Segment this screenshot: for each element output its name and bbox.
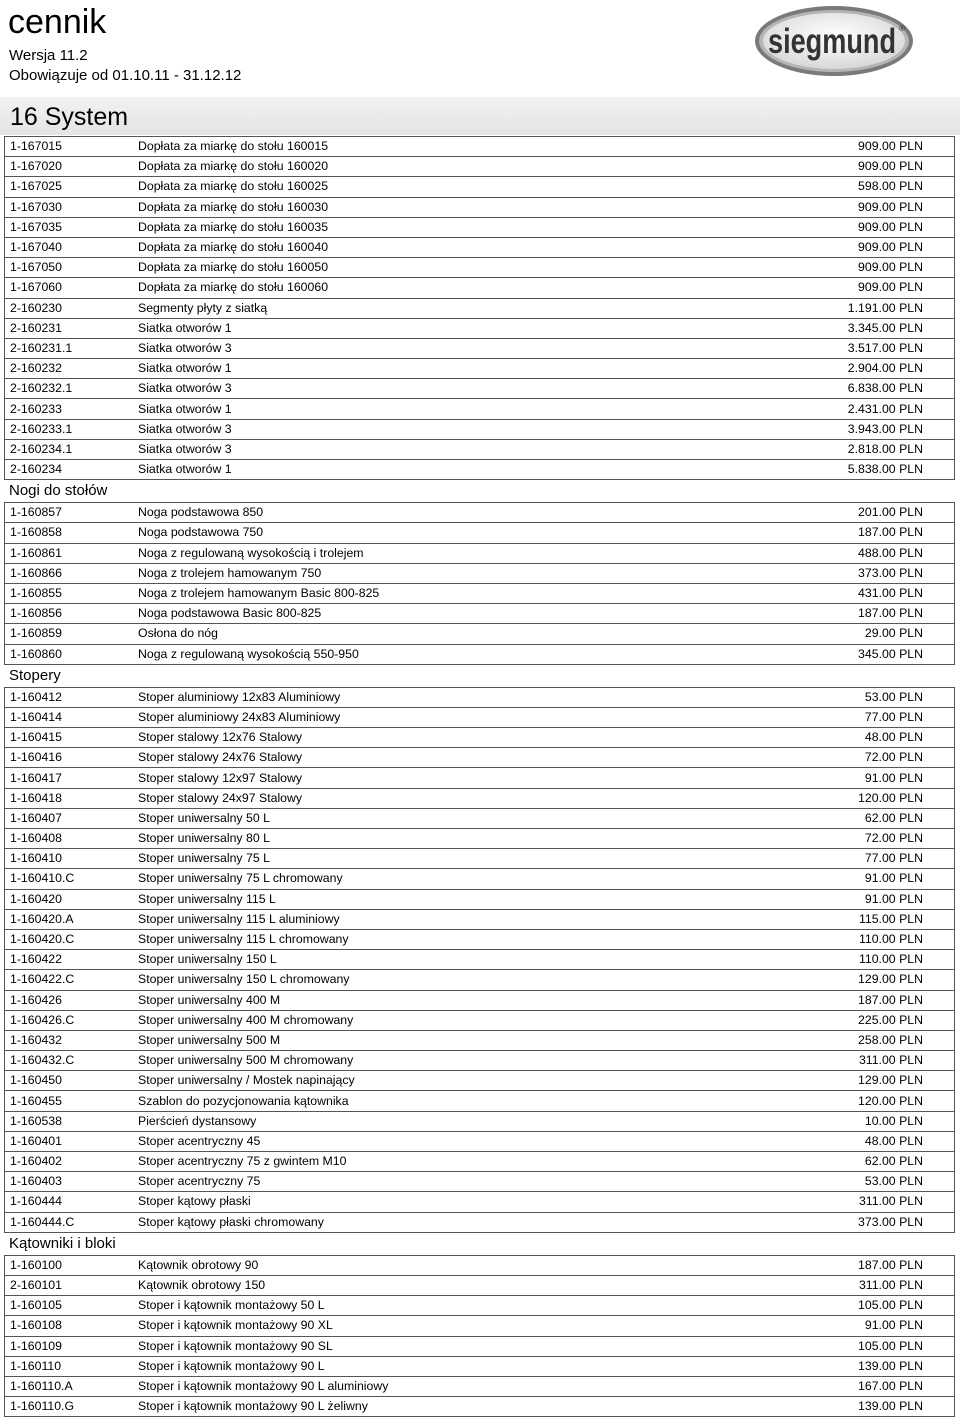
table-row: [5, 563, 955, 583]
item-code: 1-160856: [5, 604, 139, 624]
item-description: Stoper uniwersalny 75 L: [138, 849, 793, 869]
item-code: 1-160408: [5, 829, 139, 849]
item-description: Stoper i kątownik montażowy 90 XL: [138, 1316, 793, 1336]
table-row: [5, 687, 955, 707]
item-price: 311.00 PLN: [793, 1275, 955, 1295]
table-row: [5, 1212, 955, 1232]
item-price: 62.00 PLN: [793, 1152, 955, 1172]
system-title: 16 System: [10, 103, 129, 131]
item-price: 311.00 PLN: [793, 1192, 955, 1212]
item-code: 1-160402: [5, 1152, 139, 1172]
item-code: 1-160108: [5, 1316, 139, 1336]
item-description: Stoper i kątownik montażowy 90 L: [138, 1356, 793, 1376]
item-code: 1-160422: [5, 950, 139, 970]
item-description: Stoper aluminiowy 24x83 Aluminiowy: [138, 707, 793, 727]
item-code: 1-160444.C: [5, 1212, 139, 1232]
item-code: 1-160444: [5, 1192, 139, 1212]
item-price: 909.00 PLN: [793, 217, 955, 237]
item-code: 1-160860: [5, 644, 139, 664]
item-code: 1-160855: [5, 583, 139, 603]
item-code: 1-160407: [5, 808, 139, 828]
item-price: 139.00 PLN: [793, 1397, 955, 1417]
svg-text:siegmund: siegmund: [768, 22, 896, 61]
item-price: 3.345.00 PLN: [793, 318, 955, 338]
item-description: Noga podstawowa 850: [138, 503, 793, 523]
table-row: [5, 217, 955, 237]
table-row: [5, 768, 955, 788]
item-price: 29.00 PLN: [793, 624, 955, 644]
item-price: 3.517.00 PLN: [793, 338, 955, 358]
item-price: 311.00 PLN: [793, 1051, 955, 1071]
item-description: Dopłata za miarkę do stołu 160030: [138, 197, 793, 217]
item-price: 115.00 PLN: [793, 909, 955, 929]
table-row: [5, 1397, 955, 1417]
item-description: Stoper uniwersalny 400 M: [138, 990, 793, 1010]
price-table: [4, 1255, 955, 1418]
item-price: 373.00 PLN: [793, 1212, 955, 1232]
price-list: [0, 136, 960, 1417]
item-description: Kątownik obrotowy 90: [138, 1255, 793, 1275]
table-row: [5, 909, 955, 929]
item-description: Stoper kątowy płaski: [138, 1192, 793, 1212]
item-code: 1-160110.A: [5, 1376, 139, 1396]
section-title: Nogi do stołów: [9, 482, 108, 500]
item-price: 167.00 PLN: [793, 1376, 955, 1396]
item-code: 1-160100: [5, 1255, 139, 1275]
item-description: Szablon do pozycjonowania kątownika: [138, 1091, 793, 1111]
item-price: 345.00 PLN: [793, 644, 955, 664]
item-price: 110.00 PLN: [793, 950, 955, 970]
table-row: [5, 278, 955, 298]
table-row: [5, 1030, 955, 1050]
table-row: [5, 237, 955, 257]
table-row: [5, 1152, 955, 1172]
table-row: [5, 197, 955, 217]
item-price: 77.00 PLN: [793, 849, 955, 869]
item-code: 1-160420.A: [5, 909, 139, 929]
item-price: 53.00 PLN: [793, 687, 955, 707]
item-price: 187.00 PLN: [793, 1255, 955, 1275]
table-row: [5, 543, 955, 563]
item-code: 1-160110.G: [5, 1397, 139, 1417]
table-row: [5, 503, 955, 523]
item-price: 105.00 PLN: [793, 1336, 955, 1356]
item-price: 48.00 PLN: [793, 728, 955, 748]
item-description: Stoper acentryczny 75: [138, 1172, 793, 1192]
table-row: [5, 1131, 955, 1151]
item-code: 1-160416: [5, 748, 139, 768]
item-code: 1-160403: [5, 1172, 139, 1192]
item-description: Noga z trolejem hamowanym 750: [138, 563, 793, 583]
item-code: 2-160234: [5, 460, 139, 480]
item-price: 909.00 PLN: [793, 157, 955, 177]
item-description: Stoper stalowy 12x97 Stalowy: [138, 768, 793, 788]
item-code: 1-160401: [5, 1131, 139, 1151]
item-code: 1-160426: [5, 990, 139, 1010]
item-price: 909.00 PLN: [793, 258, 955, 278]
item-description: Stoper uniwersalny 115 L chromowany: [138, 929, 793, 949]
item-description: Stoper aluminiowy 12x83 Aluminiowy: [138, 687, 793, 707]
table-row: [5, 950, 955, 970]
item-price: 91.00 PLN: [793, 768, 955, 788]
item-price: 120.00 PLN: [793, 1091, 955, 1111]
item-price: 187.00 PLN: [793, 990, 955, 1010]
item-price: 187.00 PLN: [793, 604, 955, 624]
item-price: 258.00 PLN: [793, 1030, 955, 1050]
price-table: [4, 136, 955, 480]
item-code: 1-160418: [5, 788, 139, 808]
table-row: [5, 808, 955, 828]
table-row: [5, 889, 955, 909]
table-row: [5, 1071, 955, 1091]
item-code: 1-160410: [5, 849, 139, 869]
item-code: 1-160412: [5, 687, 139, 707]
table-row: [5, 644, 955, 664]
item-description: Stoper kątowy płaski chromowany: [138, 1212, 793, 1232]
item-description: Siatka otworów 3: [138, 379, 793, 399]
item-description: Dopłata za miarkę do stołu 160025: [138, 177, 793, 197]
item-price: 201.00 PLN: [793, 503, 955, 523]
item-description: Stoper uniwersalny 75 L chromowany: [138, 869, 793, 889]
item-code: 1-160109: [5, 1336, 139, 1356]
item-price: 187.00 PLN: [793, 523, 955, 543]
table-row: [5, 1111, 955, 1131]
item-code: 1-160866: [5, 563, 139, 583]
siegmund-logo: [753, 4, 915, 78]
item-description: Stoper acentryczny 75 z gwintem M10: [138, 1152, 793, 1172]
item-price: 3.943.00 PLN: [793, 419, 955, 439]
table-row: [5, 1192, 955, 1212]
item-code: 1-167060: [5, 278, 139, 298]
section-title: Kątowniki i bloki: [9, 1234, 116, 1252]
item-description: Siatka otworów 1: [138, 399, 793, 419]
item-description: Dopłata za miarkę do stołu 160060: [138, 278, 793, 298]
item-description: Kątownik obrotowy 150: [138, 1275, 793, 1295]
table-row: [5, 788, 955, 808]
item-code: 2-160230: [5, 298, 139, 318]
item-price: 909.00 PLN: [793, 278, 955, 298]
table-row: [5, 137, 955, 157]
page-title: cennik: [8, 3, 107, 41]
item-description: Stoper uniwersalny 115 L aluminiowy: [138, 909, 793, 929]
item-code: 1-160857: [5, 503, 139, 523]
item-price: 1.191.00 PLN: [793, 298, 955, 318]
item-code: 1-167025: [5, 177, 139, 197]
item-description: Siatka otworów 1: [138, 318, 793, 338]
item-price: 6.838.00 PLN: [793, 379, 955, 399]
table-row: [5, 604, 955, 624]
item-price: 105.00 PLN: [793, 1296, 955, 1316]
table-row: [5, 258, 955, 278]
item-description: Stoper uniwersalny 80 L: [138, 829, 793, 849]
table-row: [5, 728, 955, 748]
item-description: Stoper i kątownik montażowy 50 L: [138, 1296, 793, 1316]
item-code: 2-160233: [5, 399, 139, 419]
item-code: 2-160231: [5, 318, 139, 338]
item-code: 1-160861: [5, 543, 139, 563]
table-row: [5, 990, 955, 1010]
table-row: [5, 359, 955, 379]
item-description: Stoper uniwersalny / Mostek napinający: [138, 1071, 793, 1091]
item-code: 1-160858: [5, 523, 139, 543]
item-code: 1-160538: [5, 1111, 139, 1131]
item-price: 139.00 PLN: [793, 1356, 955, 1376]
item-code: 1-160422.C: [5, 970, 139, 990]
item-description: Stoper uniwersalny 115 L: [138, 889, 793, 909]
table-row: [5, 399, 955, 419]
section-title: Stopery: [9, 666, 61, 684]
item-description: Stoper uniwersalny 50 L: [138, 808, 793, 828]
table-row: [5, 1172, 955, 1192]
item-code: 1-167015: [5, 137, 139, 157]
item-price: 129.00 PLN: [793, 970, 955, 990]
item-description: Noga z trolejem hamowanym Basic 800-825: [138, 583, 793, 603]
item-code: 2-160231.1: [5, 338, 139, 358]
page-header: [0, 0, 960, 96]
item-description: Stoper i kątownik montażowy 90 SL: [138, 1336, 793, 1356]
item-code: 1-160432.C: [5, 1051, 139, 1071]
item-code: 1-167030: [5, 197, 139, 217]
table-row: [5, 1091, 955, 1111]
item-price: 53.00 PLN: [793, 1172, 955, 1192]
item-description: Noga z regulowaną wysokością 550-950: [138, 644, 793, 664]
item-code: 1-167050: [5, 258, 139, 278]
item-description: Dopłata za miarkę do stołu 160015: [138, 137, 793, 157]
item-description: Osłona do nóg: [138, 624, 793, 644]
item-description: Stoper uniwersalny 400 M chromowany: [138, 1010, 793, 1030]
item-price: 373.00 PLN: [793, 563, 955, 583]
item-description: Stoper i kątownik montażowy 90 L żeliwny: [138, 1397, 793, 1417]
item-code: 1-160417: [5, 768, 139, 788]
item-price: 909.00 PLN: [793, 237, 955, 257]
item-description: Stoper acentryczny 45: [138, 1131, 793, 1151]
table-row: [5, 748, 955, 768]
item-price: 2.904.00 PLN: [793, 359, 955, 379]
item-description: Stoper uniwersalny 500 M chromowany: [138, 1051, 793, 1071]
item-code: 1-160420: [5, 889, 139, 909]
table-row: [5, 707, 955, 727]
table-row: [5, 318, 955, 338]
table-row: [5, 970, 955, 990]
table-row: [5, 1356, 955, 1376]
table-row: [5, 379, 955, 399]
item-description: Stoper uniwersalny 500 M: [138, 1030, 793, 1050]
table-row: [5, 829, 955, 849]
table-row: [5, 1051, 955, 1071]
item-price: 10.00 PLN: [793, 1111, 955, 1131]
table-row: [5, 177, 955, 197]
item-description: Siatka otworów 1: [138, 460, 793, 480]
item-code: 2-160232.1: [5, 379, 139, 399]
item-description: Stoper stalowy 12x76 Stalowy: [138, 728, 793, 748]
price-table: [4, 502, 955, 665]
item-description: Stoper i kątownik montażowy 90 L aluminiowy: [138, 1376, 793, 1396]
table-row: [5, 439, 955, 459]
item-price: 225.00 PLN: [793, 1010, 955, 1030]
item-code: 2-160234.1: [5, 439, 139, 459]
table-row: [5, 1336, 955, 1356]
item-description: Dopłata za miarkę do stołu 160020: [138, 157, 793, 177]
item-code: 1-160105: [5, 1296, 139, 1316]
item-price: 91.00 PLN: [793, 1316, 955, 1336]
item-code: 1-167020: [5, 157, 139, 177]
item-price: 129.00 PLN: [793, 1071, 955, 1091]
table-row: [5, 460, 955, 480]
item-price: 2.431.00 PLN: [793, 399, 955, 419]
svg-text:®: ®: [899, 24, 905, 33]
item-code: 1-160859: [5, 624, 139, 644]
table-row: [5, 1316, 955, 1336]
item-price: 91.00 PLN: [793, 869, 955, 889]
item-price: 110.00 PLN: [793, 929, 955, 949]
item-description: Stoper stalowy 24x76 Stalowy: [138, 748, 793, 768]
table-row: [5, 157, 955, 177]
item-price: 598.00 PLN: [793, 177, 955, 197]
item-description: Noga podstawowa Basic 800-825: [138, 604, 793, 624]
item-code: 1-160455: [5, 1091, 139, 1111]
item-description: Siatka otworów 3: [138, 338, 793, 358]
item-code: 2-160101: [5, 1275, 139, 1295]
item-price: 72.00 PLN: [793, 748, 955, 768]
item-code: 2-160233.1: [5, 419, 139, 439]
item-description: Stoper uniwersalny 150 L: [138, 950, 793, 970]
item-code: 1-160410.C: [5, 869, 139, 889]
item-price: 91.00 PLN: [793, 889, 955, 909]
item-price: 120.00 PLN: [793, 788, 955, 808]
table-row: [5, 624, 955, 644]
item-description: Siatka otworów 1: [138, 359, 793, 379]
item-description: Pierścień dystansowy: [138, 1111, 793, 1131]
table-row: [5, 1376, 955, 1396]
item-code: 1-160450: [5, 1071, 139, 1091]
item-code: 1-160415: [5, 728, 139, 748]
item-code: 2-160232: [5, 359, 139, 379]
table-row: [5, 1255, 955, 1275]
item-price: 431.00 PLN: [793, 583, 955, 603]
table-row: [5, 849, 955, 869]
item-description: Dopłata za miarkę do stołu 160035: [138, 217, 793, 237]
table-row: [5, 338, 955, 358]
item-price: 488.00 PLN: [793, 543, 955, 563]
item-price: 2.818.00 PLN: [793, 439, 955, 459]
item-description: Dopłata za miarkę do stołu 160040: [138, 237, 793, 257]
version-label: Wersja 11.2: [9, 47, 88, 64]
validity-label: Obowiązuje od 01.10.11 - 31.12.12: [9, 67, 242, 84]
item-price: 909.00 PLN: [793, 137, 955, 157]
item-description: Noga podstawowa 750: [138, 523, 793, 543]
item-code: 1-167040: [5, 237, 139, 257]
item-code: 1-160420.C: [5, 929, 139, 949]
table-row: [5, 1296, 955, 1316]
table-row: [5, 1010, 955, 1030]
item-description: Segmenty płyty z siatką: [138, 298, 793, 318]
item-description: Stoper stalowy 24x97 Stalowy: [138, 788, 793, 808]
item-price: 62.00 PLN: [793, 808, 955, 828]
item-description: Siatka otworów 3: [138, 439, 793, 459]
item-price: 77.00 PLN: [793, 707, 955, 727]
table-row: [5, 1275, 955, 1295]
price-table: [4, 687, 955, 1233]
table-row: [5, 583, 955, 603]
table-row: [5, 419, 955, 439]
item-price: 5.838.00 PLN: [793, 460, 955, 480]
item-code: 1-160110: [5, 1356, 139, 1376]
item-code: 1-160426.C: [5, 1010, 139, 1030]
item-code: 1-160414: [5, 707, 139, 727]
item-price: 48.00 PLN: [793, 1131, 955, 1151]
table-row: [5, 929, 955, 949]
item-price: 909.00 PLN: [793, 197, 955, 217]
item-description: Noga z regulowaną wysokością i trolejem: [138, 543, 793, 563]
table-row: [5, 869, 955, 889]
item-description: Stoper uniwersalny 150 L chromowany: [138, 970, 793, 990]
item-code: 1-160432: [5, 1030, 139, 1050]
item-price: 72.00 PLN: [793, 829, 955, 849]
table-row: [5, 298, 955, 318]
item-description: Dopłata za miarkę do stołu 160050: [138, 258, 793, 278]
item-description: Siatka otworów 3: [138, 419, 793, 439]
system-section-bar: [0, 97, 960, 135]
item-code: 1-167035: [5, 217, 139, 237]
table-row: [5, 523, 955, 543]
